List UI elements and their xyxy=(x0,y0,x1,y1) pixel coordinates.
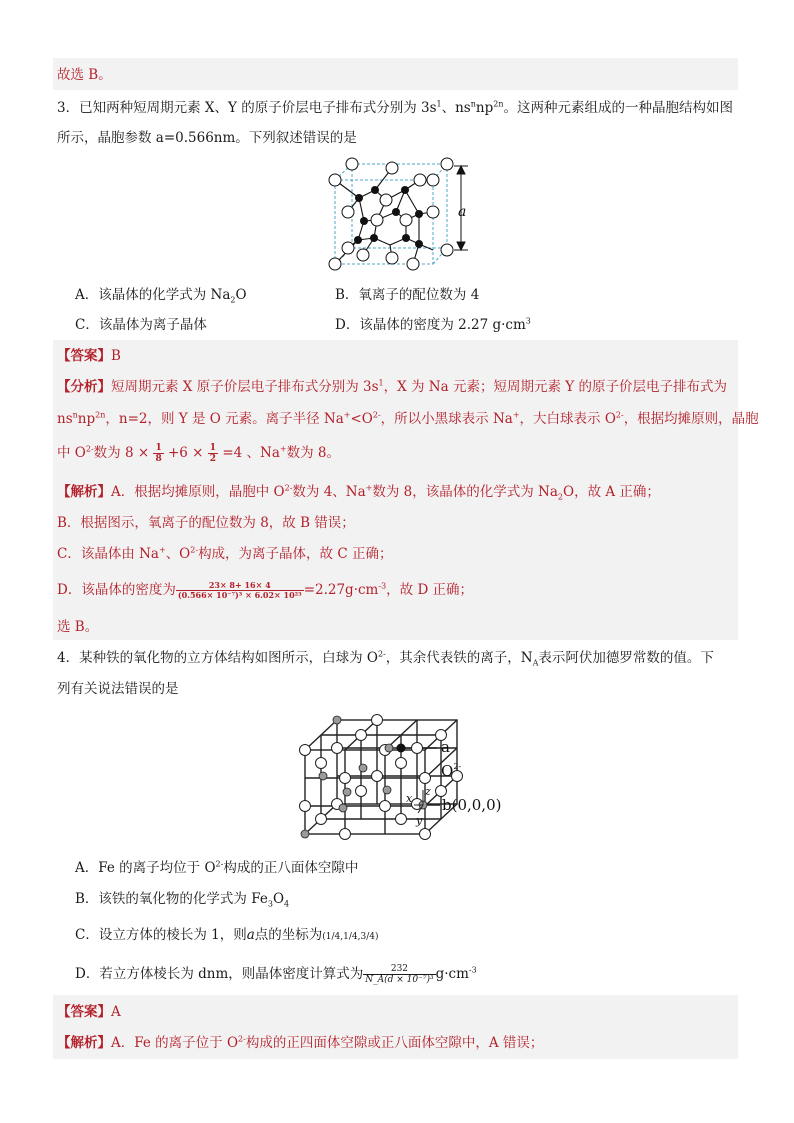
q3-explain-line1: 【解析】A．根据均摊原则，晶胞中 $O^{2-}$数为 4、Na+数为 8，该晶体的化学式为 $Na_2O$，故 A 正确； xyxy=(57,483,660,502)
q4-stem-line1: 4．某种铁的氧化物的立方体结构如图所示，白球为 $O^{2-}$，其余代表铁的离子，$N_A$表示阿伏加德罗常数的值。下 xyxy=(57,649,714,668)
q3-analysis-line1: 【分析】短周期元素 X 原子价层电子排布式分别为 $3s^1$，X 为 Na 元素；短周期元素 Y 的原子价层电子排布式为 xyxy=(57,378,727,395)
q4-stem-line2: 列有关说法错误的是 xyxy=(57,681,179,697)
q4-axis-x: x xyxy=(406,792,413,805)
q4-label-o2: $O^{2-}$ xyxy=(441,762,462,780)
q3-option-c: C．该晶体为离子晶体 xyxy=(75,317,207,333)
q3-answer: 【答案】B xyxy=(57,348,121,364)
density-fraction: $\frac{23\times 8+ 16\times 4}{\text{(0.566× 10⁻⁷)³ × 6.02× 10²³}}$ xyxy=(177,580,302,600)
q3-explain-line4: D．该晶体的密度为 $\frac{23\times 8+ 16\times 4}{\text{(0.566× 10⁻⁷)³ × 6.02× 10²³}}$ $=2.27g\cdot cm^{-3}$，故 D 正确； xyxy=(57,580,474,600)
q4-option-d: D．若立方体棱长为 dnm，则晶体密度计算式为 $\frac{232}{\text{N\_A(d × 10⁻⁷)³}}$ $g\cdot cm^{-3}$ xyxy=(75,964,477,985)
q4-label-a: a xyxy=(441,738,450,756)
q3-figure-label-a: a xyxy=(458,204,467,220)
q3-stem-line2: 所示，晶胞参数 a=0.566nm。下列叙述错误的是 xyxy=(57,130,357,146)
fraction-one-half: $\frac{1}{2}$ xyxy=(209,443,217,464)
q4-axis-z: z xyxy=(425,785,431,798)
q4-explain-line1: 【解析】A．Fe 的离子位于 $O^{2-}$构成的正四面体空隙或正八面体空隙中，A 错误； xyxy=(57,1034,544,1051)
q3-explain-line3: C．该晶体由 Na+、$O^{2-}$构成，为离子晶体，故 C 正确； xyxy=(57,545,393,562)
q3-option-a: A．该晶体的化学式为 $Na_2O$ xyxy=(75,287,247,305)
q3-explain-line2: B．根据图示，氧离子的配位数为 8，故 B 错误； xyxy=(57,515,355,531)
q3-analysis-line2: $ns^nnp^{2n}$，n=2，则 Y 是 O 元素。离子半径 $Na^+<O^{2-}$，所以小黑球表示 Na+，大白球表示 $O^{2-}$，根据均摊原则，晶胞 xyxy=(57,410,759,427)
q3-option-d: D．该晶体的密度为 2.27 $g\cdot cm^3$ xyxy=(335,316,531,333)
q3-option-b: B．氧离子的配位数为 4 xyxy=(335,287,480,303)
q4-label-b: b(0,0,0) xyxy=(442,796,502,814)
q3-analysis-line3: 中 $O^{2-}$数为 8 × $\frac{1}{8}$ +6 × $\frac{1}{2}$ =4 、Na+数为 8。 xyxy=(57,443,341,464)
q4-density-fraction: $\frac{232}{\text{N\_A(d × 10⁻⁷)³}}$ xyxy=(365,964,434,985)
fraction-one-eighth: $\frac{1}{8}$ xyxy=(155,443,162,464)
q2-conclusion: 故选 B。 xyxy=(57,67,112,83)
q4-option-c: C．设立方体的棱长为 1，则a点的坐标为(1/4,1/4,3/4) xyxy=(75,927,379,943)
q3-stem-line1: 3．已知两种短周期元素 X、Y 的原子价层电子排布式分别为 $3s^1$、$ns^nnp^{2n}$。这两种元素组成的一种晶胞结构如图 xyxy=(57,99,733,116)
q4-axis-y: y xyxy=(416,814,423,827)
q4-option-a: A．Fe 的离子均位于 $O^{2-}$构成的正八面体空隙中 xyxy=(75,859,359,876)
q4-option-b: B．该铁的氧化物的化学式为 $Fe_3O_4$ xyxy=(75,891,290,909)
q4-answer: 【答案】A xyxy=(57,1004,121,1020)
q3-conclusion: 选 B。 xyxy=(57,619,99,635)
